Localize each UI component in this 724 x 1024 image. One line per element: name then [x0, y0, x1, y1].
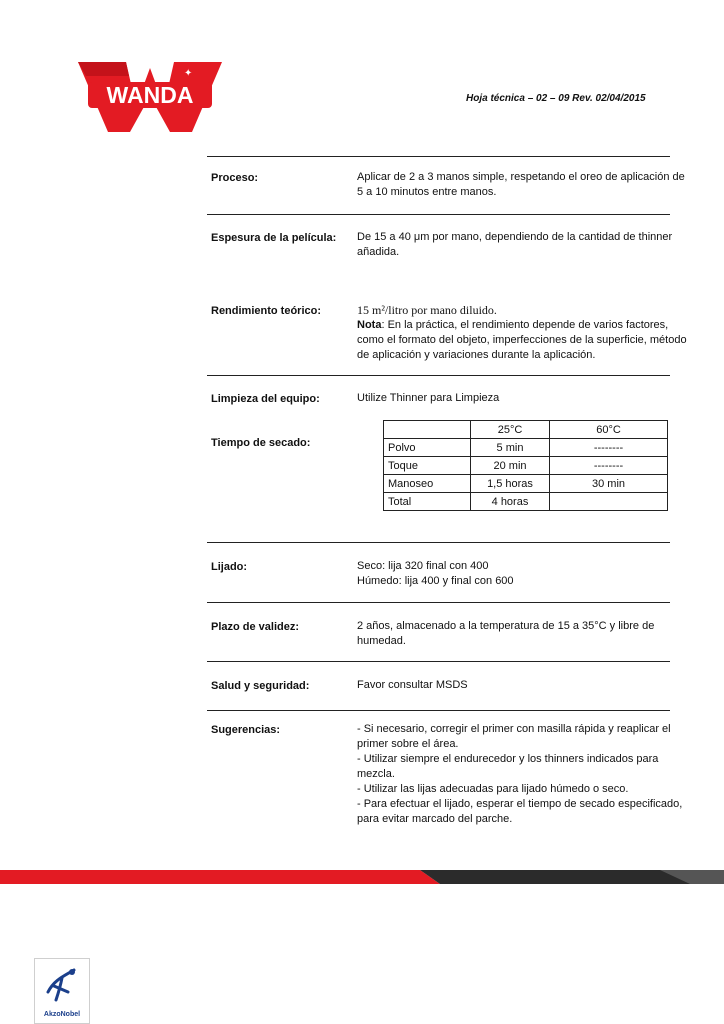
- limpieza-label: Limpieza del equipo:: [211, 393, 320, 405]
- table-cell: 20 min: [471, 457, 550, 475]
- footer-color-band: [0, 868, 724, 886]
- note-text: : En la práctica, el rendimiento depende de varios factores, como el formato del objeto, imperfecciones de la superficie, método de aplicación y variaciones durante la aplicación.: [357, 319, 687, 361]
- note-label: Nota: [357, 319, 382, 331]
- sugerencia-item: - Si necesario, corregir el primer con masilla rápida y reaplicar el primer sobre el área.: [357, 723, 671, 750]
- lijado-line: Seco: lija 320 final con 400: [357, 560, 489, 572]
- validez-text: [357, 619, 687, 649]
- espesura-label: Espesura de la película:: [211, 232, 337, 244]
- table-cell: 30 min: [550, 475, 668, 493]
- table-cell: 4 horas: [471, 493, 550, 511]
- table-header-row: [384, 421, 668, 439]
- svg-text:✦: ✦: [184, 68, 193, 79]
- rendimiento-label: Rendimiento teórico:: [211, 305, 322, 317]
- divider: [207, 602, 670, 603]
- espesura-text: [357, 230, 687, 260]
- svg-text:AkzoNobel: AkzoNobel: [43, 1011, 81, 1018]
- lijado-line: Húmedo: lija 400 y final con 600: [357, 575, 514, 587]
- secado-label: Tiempo de secado:: [211, 437, 311, 449]
- sugerencias-label: Sugerencias:: [211, 724, 281, 736]
- document-reference: Hoja técnica – 02 – 09 Rev. 02/04/2015: [466, 93, 646, 104]
- table-cell: --------: [550, 439, 668, 457]
- lijado-label: Lijado:: [211, 561, 248, 573]
- table-cell: Toque: [384, 457, 471, 475]
- proceso-label: Proceso:: [211, 172, 259, 184]
- divider: [207, 661, 670, 662]
- table-cell: Polvo: [384, 439, 471, 457]
- divider: [207, 214, 670, 215]
- svg-text:WANDA: WANDA: [106, 82, 194, 108]
- salud-text: [357, 678, 687, 693]
- table-row: [384, 493, 668, 511]
- wanda-logo: [74, 56, 226, 136]
- sugerencia-item: - Para efectuar el lijado, esperar el tiempo de secado especificado, para evitar marcado del parche.: [357, 798, 683, 825]
- proceso-text: [357, 170, 687, 200]
- proceso-line: Aplicar de 2 a 3 manos simple, respetando el oreo de aplicación de 5 a 10 minutos entre manos.: [357, 171, 685, 198]
- table-cell: Manoseo: [384, 475, 471, 493]
- table-cell: [550, 493, 668, 511]
- limpieza-text: [357, 391, 687, 406]
- sugerencia-item: - Utilizar siempre el endurecedor y los thinners indicados para mezcla.: [357, 753, 659, 780]
- table-cell: 5 min: [471, 439, 550, 457]
- sugerencias-text: [357, 722, 687, 827]
- divider: [207, 375, 670, 376]
- table-cell: [384, 421, 471, 439]
- table-cell: --------: [550, 457, 668, 475]
- table-row: [384, 475, 668, 493]
- divider: [207, 156, 670, 157]
- table-cell: 60°C: [550, 421, 668, 439]
- table-cell: 25°C: [471, 421, 550, 439]
- validez-label: Plazo de validez:: [211, 621, 300, 633]
- table-row: [384, 457, 668, 475]
- salud-label: Salud y seguridad:: [211, 680, 310, 692]
- espesura-line: De 15 a 40 μm por mano, dependiendo de la cantidad de thinner añadida.: [357, 231, 673, 258]
- sugerencia-item: - Utilizar las lijas adecuadas para lijado húmedo o seco.: [357, 783, 629, 795]
- table-cell: Total: [384, 493, 471, 511]
- table-cell: 1,5 horas: [471, 475, 550, 493]
- salud-line: Favor consultar MSDS: [357, 679, 468, 691]
- rendimiento-line: 15 m²/litro por mano diluido.: [357, 303, 497, 317]
- rendimiento-text: [357, 303, 687, 363]
- limpieza-line: Utilize Thinner para Limpieza: [357, 392, 500, 404]
- rendimiento-note: [357, 318, 687, 363]
- table-row: [384, 439, 668, 457]
- akzonobel-logo: [34, 958, 90, 1024]
- divider: [207, 710, 670, 711]
- validez-line: 2 años, almacenado a la temperatura de 15 a 35°C y libre de humedad.: [357, 620, 655, 647]
- lijado-text: [357, 559, 687, 589]
- divider: [207, 542, 670, 543]
- drying-time-table: [383, 420, 668, 511]
